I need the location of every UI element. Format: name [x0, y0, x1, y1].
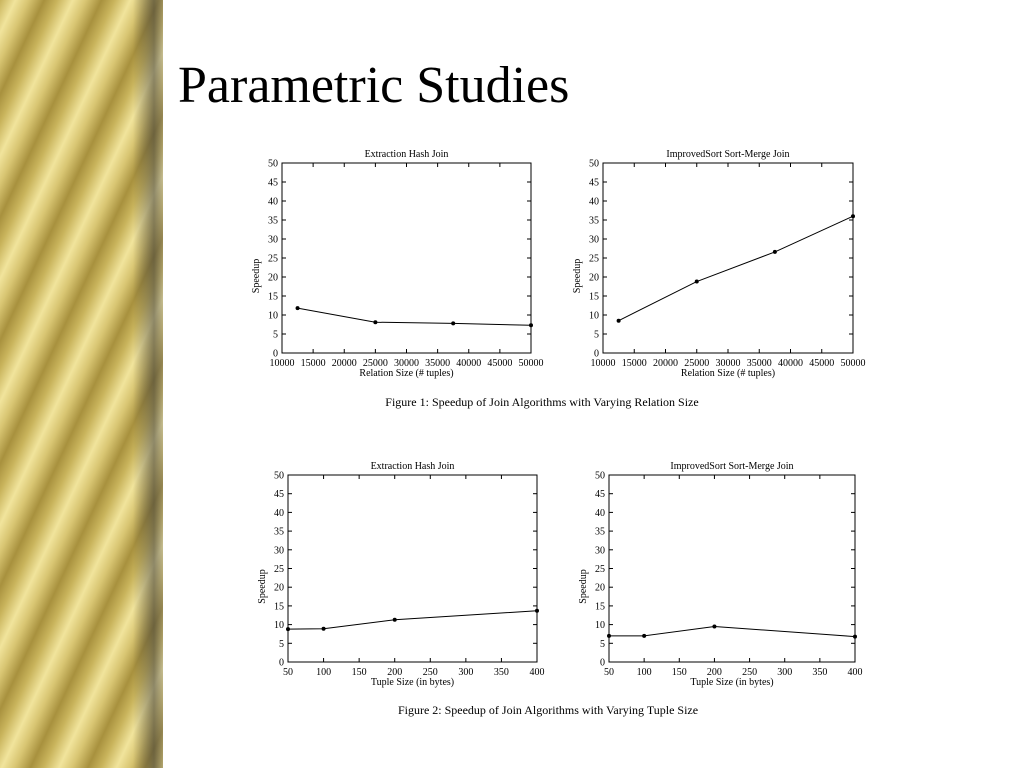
y-tick-label: 5: [600, 638, 605, 650]
data-point: [529, 323, 533, 327]
x-tick-label: 20000: [331, 358, 357, 369]
chart-tuple-size-sort-merge: [578, 461, 863, 688]
plot-frame: [603, 163, 853, 353]
y-tick-label: 30: [268, 234, 278, 246]
data-point: [373, 320, 377, 324]
slide-title: Parametric Studies: [178, 57, 570, 114]
y-tick-label: 25: [589, 253, 599, 265]
y-tick-label: 10: [268, 310, 278, 322]
data-point: [617, 319, 621, 323]
x-tick-label: 100: [316, 667, 332, 678]
y-tick-label: 35: [589, 215, 599, 227]
y-tick-label: 50: [268, 158, 278, 170]
y-tick-label: 10: [595, 620, 605, 632]
chart-title: ImprovedSort Sort-Merge Join: [666, 149, 790, 160]
y-tick-label: 45: [589, 177, 599, 189]
x-tick-label: 25000: [684, 358, 710, 369]
series-line: [288, 611, 537, 629]
figure-1-caption: Figure 1: Speedup of Join Algorithms with Varying Relation Size: [385, 395, 699, 409]
x-axis-label: Relation Size (# tuples): [359, 368, 454, 379]
x-tick-label: 20000: [653, 358, 678, 369]
x-tick-label: 10000: [269, 358, 295, 369]
y-tick-label: 0: [279, 657, 284, 669]
y-tick-label: 5: [273, 329, 278, 341]
x-tick-label: 150: [671, 667, 687, 678]
x-tick-label: 15000: [621, 358, 647, 369]
y-tick-label: 15: [589, 291, 599, 303]
y-tick-label: 20: [268, 272, 278, 284]
y-tick-label: 50: [589, 158, 599, 170]
y-tick-label: 50: [274, 470, 284, 482]
y-tick-label: 30: [589, 234, 599, 246]
x-axis-label: Tuple Size (in bytes): [690, 677, 774, 688]
y-tick-label: 20: [595, 582, 605, 594]
y-tick-label: 30: [595, 545, 605, 557]
y-tick-label: 40: [274, 507, 284, 519]
y-axis-label: Speedup: [251, 258, 262, 294]
x-tick-label: 150: [351, 667, 367, 678]
x-tick-label: 30000: [715, 358, 741, 369]
chart-relation-size-hash-join: [251, 149, 544, 379]
y-tick-label: 45: [274, 489, 284, 501]
data-point: [296, 306, 300, 310]
y-tick-label: 5: [279, 638, 284, 650]
x-tick-label: 50000: [840, 358, 866, 369]
y-tick-label: 20: [274, 582, 284, 594]
data-point: [695, 280, 699, 284]
chart-title: Extraction Hash Join: [370, 461, 455, 472]
data-point: [642, 634, 646, 638]
chart-title: Extraction Hash Join: [364, 149, 449, 160]
x-tick-label: 50: [604, 667, 614, 678]
x-tick-label: 400: [847, 667, 863, 678]
y-tick-label: 50: [595, 470, 605, 482]
data-point: [607, 634, 611, 638]
data-point: [286, 627, 290, 631]
x-tick-label: 40000: [456, 358, 482, 369]
figure-2-caption: Figure 2: Speedup of Join Algorithms with Varying Tuple Size: [397, 703, 699, 717]
y-tick-label: 0: [273, 348, 278, 360]
y-tick-label: 35: [268, 215, 278, 227]
y-tick-label: 40: [595, 507, 605, 519]
y-tick-label: 25: [274, 564, 284, 575]
y-tick-label: 0: [594, 348, 599, 360]
series-line: [298, 308, 531, 325]
x-tick-label: 25000: [362, 358, 388, 369]
data-point: [773, 250, 777, 254]
y-tick-label: 10: [589, 310, 599, 322]
x-tick-label: 45000: [487, 358, 513, 369]
series-line: [619, 216, 853, 321]
chart-tuple-size-hash-join: [257, 461, 545, 688]
data-point: [853, 635, 857, 639]
data-point: [535, 609, 539, 613]
y-tick-label: 35: [274, 526, 284, 538]
x-tick-label: 40000: [778, 358, 803, 369]
plot-frame: [288, 475, 537, 662]
y-tick-label: 0: [600, 657, 605, 669]
y-tick-label: 5: [594, 329, 599, 341]
data-point: [712, 624, 716, 628]
x-tick-label: 45000: [809, 358, 835, 369]
x-tick-label: 50: [283, 667, 293, 678]
data-point: [322, 627, 326, 631]
x-tick-label: 35000: [425, 358, 451, 369]
y-tick-label: 15: [268, 291, 278, 303]
y-tick-label: 15: [274, 601, 284, 613]
y-tick-label: 25: [595, 564, 605, 575]
y-axis-label: Speedup: [257, 569, 268, 604]
x-axis-label: Relation Size (# tuples): [680, 368, 776, 379]
x-tick-label: 300: [458, 667, 474, 678]
y-tick-label: 15: [595, 601, 605, 613]
x-tick-label: 10000: [590, 358, 616, 369]
data-point: [851, 214, 855, 218]
y-tick-label: 25: [268, 253, 278, 265]
y-tick-label: 20: [589, 272, 599, 284]
data-point: [451, 321, 455, 325]
chart-relation-size-sort-merge: [572, 149, 866, 379]
x-tick-label: 15000: [300, 358, 326, 369]
x-tick-label: 50000: [518, 358, 544, 369]
x-tick-label: 100: [636, 667, 652, 678]
y-tick-label: 45: [268, 177, 278, 189]
x-tick-label: 350: [812, 667, 828, 678]
x-axis-label: Tuple Size (in bytes): [370, 677, 455, 688]
y-tick-label: 40: [268, 196, 278, 208]
x-tick-label: 350: [493, 667, 509, 678]
data-point: [393, 618, 397, 622]
y-tick-label: 35: [595, 526, 605, 538]
x-tick-label: 30000: [394, 358, 419, 369]
x-tick-label: 250: [742, 667, 758, 678]
y-tick-label: 30: [274, 545, 284, 557]
x-tick-label: 200: [387, 667, 403, 678]
x-tick-label: 35000: [746, 358, 772, 369]
x-tick-label: 400: [529, 667, 545, 678]
y-tick-label: 10: [274, 620, 284, 632]
y-axis-label: Speedup: [572, 258, 583, 294]
x-tick-label: 200: [706, 667, 722, 678]
chart-title: ImprovedSort Sort-Merge Join: [670, 461, 794, 472]
y-tick-label: 45: [595, 489, 605, 501]
x-tick-label: 300: [777, 667, 793, 678]
y-tick-label: 40: [589, 196, 599, 208]
x-tick-label: 250: [422, 667, 438, 678]
y-axis-label: Speedup: [578, 569, 589, 604]
